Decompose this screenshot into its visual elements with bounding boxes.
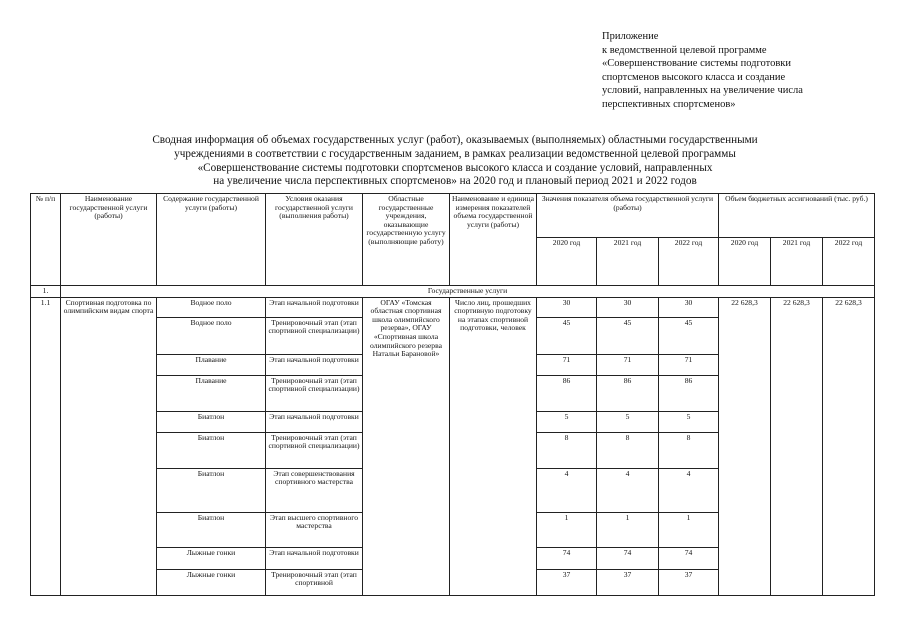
title-line: Сводная информация об объемах государственных услуг (работ), оказываемых (выполняемых) областными государственными bbox=[152, 134, 758, 146]
value-cell: 86 bbox=[597, 375, 659, 411]
entry-institutions: ОГАУ «Томская областная спортивная школа олимпийского резерва», ОГАУ «Спортивная школа олимпийского резерва Натальи Барановой» bbox=[363, 297, 450, 595]
row-condition: Тренировочный этап (этап спортивной bbox=[266, 569, 363, 595]
value-cell: 45 bbox=[537, 317, 597, 354]
entry-indicator: Число лиц, прошедших спортивную подготовку на этапах спортивной подготовки, человек bbox=[450, 297, 537, 595]
header-num: № п/п bbox=[31, 194, 61, 286]
value-cell: 74 bbox=[537, 547, 597, 569]
value-cell: 30 bbox=[537, 297, 597, 317]
appendix-block bbox=[602, 30, 892, 111]
appendix-line: перспективных спортсменов» bbox=[602, 98, 736, 110]
row-condition: Этап совершенствования спортивного мастерства bbox=[266, 468, 363, 512]
value-cell: 45 bbox=[659, 317, 719, 354]
value-cell: 8 bbox=[597, 432, 659, 468]
section-label: Государственные услуги bbox=[61, 286, 875, 298]
header-row bbox=[31, 194, 875, 238]
row-condition: Этап начальной подготовки bbox=[266, 297, 363, 317]
value-cell: 74 bbox=[659, 547, 719, 569]
value-cell: 4 bbox=[537, 468, 597, 512]
row-condition: Этап начальной подготовки bbox=[266, 547, 363, 569]
budget-cell: 22 628,3 bbox=[719, 297, 771, 595]
value-cell: 1 bbox=[597, 512, 659, 547]
year-header: 2021 год bbox=[597, 238, 659, 286]
value-cell: 45 bbox=[597, 317, 659, 354]
appendix-line: условий, направленных на увеличение числа bbox=[602, 85, 803, 96]
document-title bbox=[20, 134, 890, 189]
entry-num: 1.1 bbox=[31, 297, 61, 595]
row-content: Водное поло bbox=[157, 297, 266, 317]
row-content: Биатлон bbox=[157, 432, 266, 468]
value-cell: 4 bbox=[659, 468, 719, 512]
row-condition: Этап начальной подготовки bbox=[266, 411, 363, 432]
header-institutions: Областные государственные учреждения, оказывающие государственную услугу (выполняющие работу) bbox=[363, 194, 450, 286]
entry-service: Спортивная подготовка по олимпийским видам спорта bbox=[61, 297, 157, 595]
value-cell: 86 bbox=[537, 375, 597, 411]
value-cell: 71 bbox=[597, 354, 659, 375]
row-content: Плавание bbox=[157, 375, 266, 411]
value-cell: 37 bbox=[537, 569, 597, 595]
year-header: 2020 год bbox=[719, 238, 771, 286]
header-volume-group: Значения показателя объема государственной услуги (работы) bbox=[537, 194, 719, 238]
header-indicator: Наименование и единица измерения показателей объема государственной услуги (работы) bbox=[450, 194, 537, 286]
budget-cell: 22 628,3 bbox=[823, 297, 875, 595]
title-line: на увеличение числа перспективных спортсменов» на 2020 год и плановый период 2021 и 2022 годов bbox=[213, 175, 697, 188]
value-cell: 30 bbox=[597, 297, 659, 317]
value-cell: 86 bbox=[659, 375, 719, 411]
value-cell: 37 bbox=[659, 569, 719, 595]
value-cell: 8 bbox=[537, 432, 597, 468]
row-content: Биатлон bbox=[157, 512, 266, 547]
budget-cell: 22 628,3 bbox=[771, 297, 823, 595]
row-condition: Этап начальной подготовки bbox=[266, 354, 363, 375]
row-condition: Тренировочный этап (этап спортивной специализации) bbox=[266, 432, 363, 468]
appendix-line: к ведомственной целевой программе bbox=[602, 44, 767, 56]
row-content: Водное поло bbox=[157, 317, 266, 354]
title-line: учреждениями в соответствии с государственным заданием, в рамках реализации ведомственной целевой программы bbox=[174, 147, 736, 160]
year-header: 2020 год bbox=[537, 238, 597, 286]
year-header: 2022 год bbox=[823, 238, 875, 286]
table-row bbox=[31, 297, 875, 317]
value-cell: 74 bbox=[597, 547, 659, 569]
value-cell: 4 bbox=[597, 468, 659, 512]
value-cell: 5 bbox=[537, 411, 597, 432]
section-row bbox=[31, 286, 875, 298]
row-condition: Этап высшего спортивного мастерства bbox=[266, 512, 363, 547]
header-budget-group: Объем бюджетных ассигнований (тыс. руб.) bbox=[719, 194, 875, 238]
row-content: Биатлон bbox=[157, 468, 266, 512]
value-cell: 5 bbox=[597, 411, 659, 432]
year-header: 2022 год bbox=[659, 238, 719, 286]
row-condition: Тренировочный этап (этап спортивной специализации) bbox=[266, 317, 363, 354]
header-conditions: Условия оказания государственной услуги (выполнения работы) bbox=[266, 194, 363, 286]
row-condition: Тренировочный этап (этап спортивной специализации) bbox=[266, 375, 363, 411]
value-cell: 1 bbox=[659, 512, 719, 547]
value-cell: 8 bbox=[659, 432, 719, 468]
row-content: Лыжные гонки bbox=[157, 547, 266, 569]
year-header: 2021 год bbox=[771, 238, 823, 286]
title-line: «Совершенствование системы подготовки спортсменов высокого класса и создание условий, направленных bbox=[197, 161, 713, 174]
value-cell: 71 bbox=[537, 354, 597, 375]
header-content: Содержание государственной услуги (работы) bbox=[157, 194, 266, 286]
appendix-line: спортсменов высокого класса и создание bbox=[602, 71, 786, 83]
appendix-line: «Совершенствование системы подготовки bbox=[602, 58, 792, 69]
header-service-name: Наименование государственной услуги (работы) bbox=[61, 194, 157, 286]
row-content: Биатлон bbox=[157, 411, 266, 432]
value-cell: 71 bbox=[659, 354, 719, 375]
section-num: 1. bbox=[31, 286, 61, 298]
value-cell: 37 bbox=[597, 569, 659, 595]
appendix-line: Приложение bbox=[602, 31, 659, 42]
value-cell: 30 bbox=[659, 297, 719, 317]
row-content: Лыжные гонки bbox=[157, 569, 266, 595]
services-table bbox=[30, 193, 875, 596]
row-content: Плавание bbox=[157, 354, 266, 375]
value-cell: 5 bbox=[659, 411, 719, 432]
value-cell: 1 bbox=[537, 512, 597, 547]
